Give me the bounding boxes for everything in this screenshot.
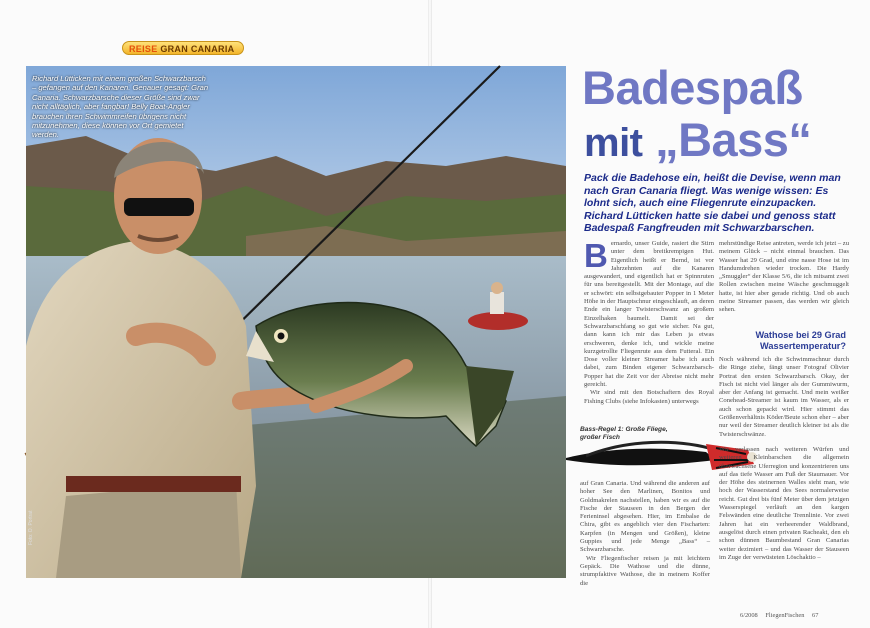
footer-page-number: 67	[812, 612, 819, 619]
photo-credit: Foto: O. Portrat	[28, 510, 34, 545]
headline-bass: „Bass“	[655, 113, 812, 166]
angler-with-bass-photo	[26, 66, 566, 578]
body-paragraph-7: Wir verlassen nach weiteren Würfen und weiteren Kleinbarschen die allgemein überwachsene Uferregion und konzentrieren uns auf das tiefe Wasser am Fuß der Staumauer. Vor der Höhe des steinernen Walles sieht man, wie hoch der Wasserstand des Sees normalerweise reicht. Gut drei bis fünf Meter über dem jetzigen Wasserspiegel verläuft an den kargen Felswänden eine deutliche Trennlinie. Vor zwei Jahren hat ein verheerender Waldbrand, ausgelöst durch einen privaten Racheakt, den eh schon dünnen Baumbestand Gran Canarias weiter dezimiert – und das Wasser der Stauseen im Zuge der verwüsteten Löschaktio –	[719, 446, 849, 561]
page-footer	[740, 612, 818, 619]
photo-caption: Richard Lütticken mit einem großen Schwarzbarsch – gefangen auf den Kanaren. Genauer gesagt: Gran Canaria. Schwarzbarsche dieser Größe sind zwar nicht alltäglich, aber fangbar! Belly Boat-Angler brauchen ihren Schwimmreifen übrigens nicht mitzunehmen, diese können vor Ort gemietet werden.	[32, 74, 209, 140]
body-paragraph-4: Wir Fliegenfischer reisen ja mit leichtem Gepäck. Die Wathose und die dünne, strumpfaktive Wathose, die in meinem Koffer die	[580, 554, 710, 587]
body-column-2	[580, 480, 710, 612]
body-paragraph-2: Wir sind mit den Botschaftern des Royal Fishing Clubs (siehe Infokasten) unterwegs	[584, 389, 714, 405]
lead-paragraph: Pack die Badehose ein, heißt die Devise, wenn man nach Gran Canaria fliegt. Was wenige wissen: Es lohnt sich, auch eine Fliegenrute einzupacken. Richard Lütticken hatte sie dabei und genoss statt Badespaß Fangfreuden mit Schwarzbarschen.	[584, 172, 841, 235]
headline-line1: Badespaß	[582, 61, 803, 114]
body-column-1	[584, 237, 714, 420]
body-paragraph-3: auf Gran Canaria. Und während die anderen auf hoher See den Marlinen, Bonitos und Goldmakrelen nachstellen, haben wir es auf die Fische der Stauseen in den Bergen der Ferieninsel abgesehen. Hier, im Embalse de Chira, gibt es angeblich vier den Fischarten: Karpfen (in Mengen und Größen), kleine Guppies und jede Menge „Bass“ – Schwarzbarsche.	[580, 480, 710, 554]
body-paragraph-5: mehrstündige Reise antreten, werde ich jetzt – zu meinem Glück – nicht einmal brauchen. Das Wasser hat 29 Grad, und eine nasse Hose ist im Handumdrehen wieder trocken. Die Hardy „Smuggler“ der Klasse 5/6, die ich mitsamt zwei Rollen zwischen meine Wäsche geschmuggelt hatte, ist hier aber gerade richtig. Und ob auch meine Streamer passen, das werden wir gleich sehen.	[719, 240, 849, 314]
dropcap: B	[584, 237, 608, 274]
body-column-5	[719, 446, 849, 580]
body-paragraph-6: Noch während ich die Schwimmschnur durch die Ringe ziehe, fängt unser Fotograf Olivier Portrat den ersten Schwarzbarsch. Okay, der Fisch ist nicht viel länger als der Gummiwurm, aber der Anfang ist gemacht. Und mein weißer Conehead-Streamer ist kaum im Wasser, als er auch schon gepackt wird. Hier stimmt das Größenverhältnis Köder/Beute schon eher – aber nur weil der Streamer deutlich kleiner ist als die Twisterschwänze.	[719, 356, 849, 438]
section-tag	[122, 41, 244, 55]
section-tag-reise: REISE	[129, 44, 158, 54]
body-column-3	[719, 240, 849, 324]
hero-photo	[26, 66, 566, 578]
footer-magazine: FliegenFischen	[765, 612, 805, 619]
headline-line2	[584, 115, 811, 168]
footer-issue: 6/2008	[740, 612, 758, 619]
headline-mit: mit	[584, 121, 643, 165]
subheading: Wathose bei 29 Grad Wassertemperatur?	[755, 330, 846, 351]
fly-caption: Bass-Regel 1: Große Fliege, großer Fisch	[580, 426, 668, 441]
section-tag-location: GRAN CANARIA	[160, 44, 235, 54]
body-column-4	[719, 356, 849, 438]
body-paragraph-1: ernardo, unser Guide, rasiert die Stirn unter dem breitkrempigen Hut. Eigentlich heißt er Bernd, ist vor Jahrzehnten auf die Kanaren ausgewandert, und eigentlich hat er Spinnruten für uns bereitgestellt. Mit der Montage, auf die er schwört: ein selbstgebauter Popper in 1 Meter Höhe in der Hauptschnur eingeschlauft, an deren Ende ein langer Twisterschwanz an großem Einzelhaken baumelt. Damit sei der Schwarzbarschfang so gut wie sicher. Na gut, dann kann ich mir das Leben ja etwas erschweren, denke ich, und wickle meine kurzgetrollte Fliegenrute aus dem Futteral. Ein Dose voller kleiner Streamer habe ich auch dabei, zum Binden eigener Schwarzbarsch-Popper hat die Zeit vor der Abreise nicht mehr gereicht.	[584, 240, 714, 389]
